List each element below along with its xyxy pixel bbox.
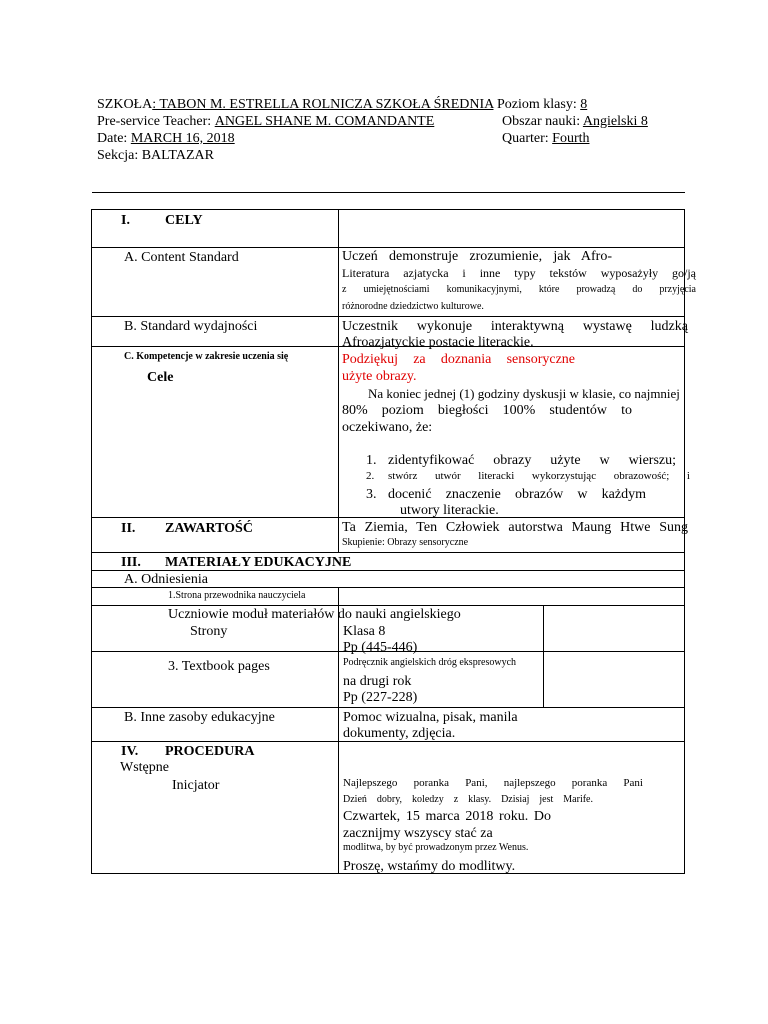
date-label: Date: xyxy=(97,131,128,146)
quarter-value: Fourth xyxy=(552,131,590,146)
learner-materials-value: Pp (445-446) xyxy=(343,640,418,655)
date-value: MARCH 16, 2018 xyxy=(130,131,235,146)
objective-item: stwórz utwór literacki wykorzystując obrazowość; i xyxy=(388,470,690,482)
competency-intro-line: 80% poziom biegłości 100% studentów to xyxy=(342,403,632,418)
objective-number: 3. xyxy=(366,487,377,502)
row-divider xyxy=(92,707,684,708)
row-divider xyxy=(92,316,684,317)
grade-label: Poziom klasy: xyxy=(496,97,577,112)
column-divider xyxy=(338,587,339,873)
procedure-line: Dzień dobry, koledzy z klasy. Dzisiaj jest Marife. xyxy=(343,794,593,805)
area-label: Obszar nauki: xyxy=(502,114,581,129)
content-standard-line: różnorodne dziedzictwo kulturowe. xyxy=(342,301,484,312)
procedure-line: Najlepszego poranka Pani, najlepszego poranka Pani xyxy=(343,777,643,789)
content-standard-line: Literatura azjatycka i inne typy tekstów wyposażyły go/ją xyxy=(342,266,696,280)
textbook-value: na drugi rok xyxy=(343,674,412,689)
competencies-label: C. Kompetencje w zakresie uczenia się xyxy=(124,351,289,362)
teacher-line xyxy=(97,113,453,131)
textbook-value: Pp (227-228) xyxy=(343,690,418,705)
teacher-value: ANGEL SHANE M. COMANDANTE xyxy=(214,114,435,129)
content-title-line: Ta Ziemia, Ten Człowiek autorstwa Maung Htwe Sung xyxy=(342,520,688,535)
other-resources-value: Pomoc wizualna, pisak, manila xyxy=(343,710,518,725)
competency-red-line: użyte obrazy. xyxy=(342,369,417,384)
performance-standard-label: B. Standard wydajności xyxy=(124,319,258,334)
date-line xyxy=(97,130,235,148)
objective-item-continued: utwory literackie. xyxy=(400,503,499,518)
objectives-heading: CELY xyxy=(165,213,203,228)
references-label: A. Odniesienia xyxy=(124,572,208,587)
procedure-line: zacznijmy wszyscy stać za xyxy=(343,826,493,841)
objective-number: 2. xyxy=(366,470,375,482)
column-divider xyxy=(338,210,339,552)
school-label: SZKOŁA xyxy=(97,97,153,112)
section-line xyxy=(97,147,214,165)
procedure-line: modlitwa, by być prowadzonym przez Wenus. xyxy=(343,842,529,853)
textbook-label: 3. Textbook pages xyxy=(168,659,270,674)
grade-value: 8 xyxy=(580,97,588,112)
section-label: Sekcja: xyxy=(97,148,139,163)
row-divider xyxy=(92,552,684,553)
procedure-line: Proszę, wstańmy do modlitwy. xyxy=(343,859,516,874)
initiator-row xyxy=(172,777,219,794)
header-divider xyxy=(92,192,685,193)
competency-intro-line: Na koniec jednej (1) godziny dyskusji w klasie, co najmniej xyxy=(368,386,680,401)
section-value: BALTAZAR xyxy=(141,148,214,163)
section-number: II. xyxy=(121,521,136,536)
performance-standard-line: Uczestnik wykonuje interaktywną wystawę ludzką xyxy=(342,319,688,334)
materials-heading: MATERIAŁY EDUKACYJNE xyxy=(165,555,352,570)
quarter-label: Quarter: xyxy=(502,131,549,146)
textbook-value: Podręcznik angielskich dróg ekspresowych xyxy=(343,657,517,668)
initiator-label: Inicjator xyxy=(172,778,220,793)
area-value: Angielski 8 xyxy=(582,114,648,129)
school-value: : TABON M. ESTRELLA ROLNICZA SZKOŁA ŚREDNIA xyxy=(152,97,494,112)
objective-item: zidentyfikować obrazy użyte w wierszu; xyxy=(388,453,676,468)
learner-materials-label: Uczniowie moduł materiałów do nauki angielskiego xyxy=(168,607,461,622)
competency-red-line: Podziękuj za doznania sensoryczne xyxy=(342,352,575,367)
competencies-sublabel: Cele xyxy=(147,370,174,385)
quarter-line xyxy=(502,130,590,148)
area-line xyxy=(502,113,648,131)
objective-number: 1. xyxy=(366,453,377,468)
content-standard-label: A. Content Standard xyxy=(124,250,239,265)
teacher-guide-label: 1.Strona przewodnika nauczyciela xyxy=(168,590,306,601)
competency-intro-line: oczekiwano, że: xyxy=(342,420,433,435)
procedure-heading: PROCEDURA xyxy=(165,744,255,759)
procedure-line: Czwartek, 15 marca 2018 roku. Do xyxy=(343,809,551,824)
learner-materials-label: Strony xyxy=(190,624,228,639)
content-standard-line: z umiejętnościami komunikacyjnymi, które prowadzą do przyjęcia xyxy=(342,284,696,295)
teacher-label: Pre-service Teacher: xyxy=(97,114,212,129)
content-standard-line: Uczeń demonstruje zrozumienie, jak Afro- xyxy=(342,249,612,264)
preliminary-label: Wstępne xyxy=(120,760,169,775)
lesson-plan-table xyxy=(91,209,696,874)
other-resources-value: dokumenty, zdjęcia. xyxy=(343,726,456,741)
section-number: IV. xyxy=(121,744,139,759)
content-focus-line: Skupienie: Obrazy sensoryczne xyxy=(342,537,469,548)
other-resources-label: B. Inne zasoby edukacyjne xyxy=(124,710,275,725)
performance-standard-line: Afroazjatyckie postacie literackie. xyxy=(342,335,534,350)
column-divider xyxy=(543,605,544,707)
section-number: III. xyxy=(121,555,141,570)
school-line xyxy=(97,96,587,114)
objective-item: docenić znaczenie obrazów w każdym xyxy=(388,487,646,502)
row-divider xyxy=(92,517,684,518)
learner-materials-value: Klasa 8 xyxy=(343,624,386,639)
content-heading: ZAWARTOŚĆ xyxy=(165,521,253,536)
section-number: I. xyxy=(121,213,130,228)
